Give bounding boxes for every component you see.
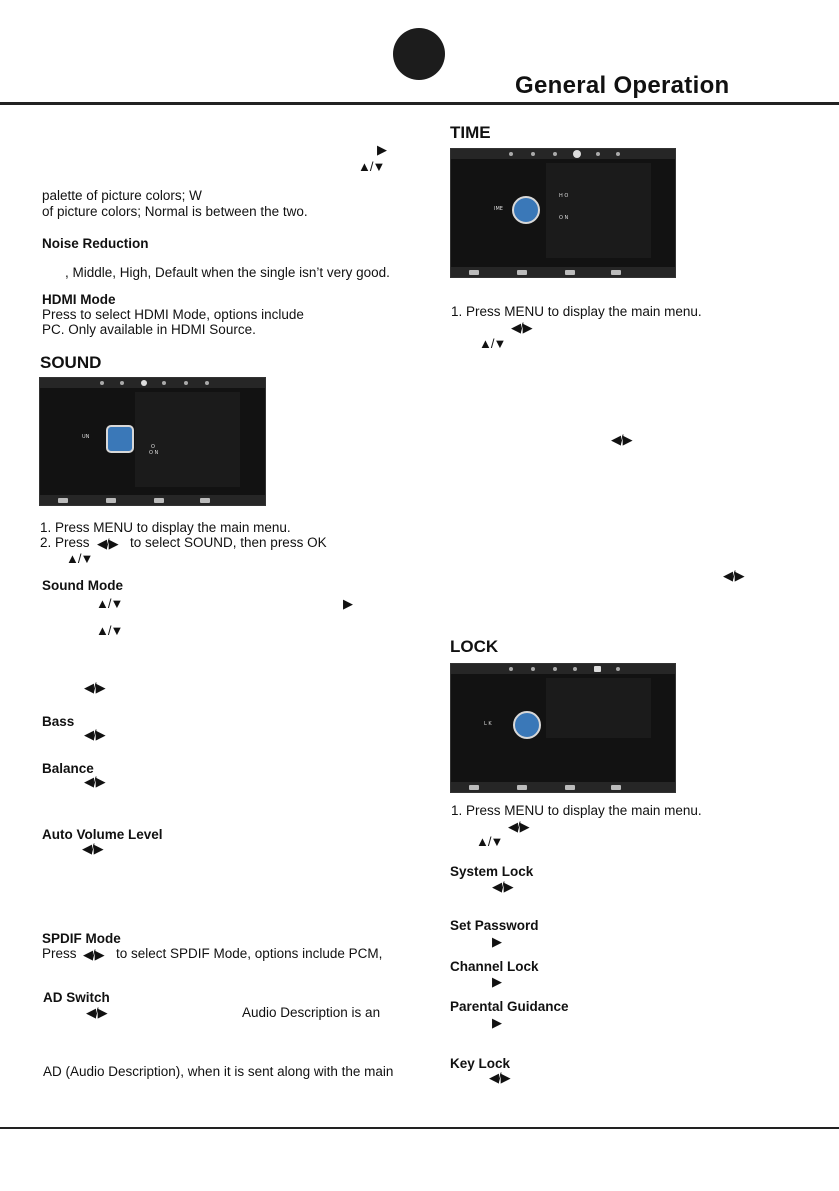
sound-step1: 1. Press MENU to display the main menu.: [40, 520, 291, 535]
time-heading: TIME: [450, 123, 491, 142]
spdif-mode-heading: SPDIF Mode: [42, 931, 121, 946]
spdif-arrows: ◀/▶: [83, 947, 104, 962]
lock-arrows2: ▲/▼: [476, 834, 503, 849]
picture-arrow-right: ▶: [377, 142, 386, 157]
sound-menu-screenshot: [39, 377, 266, 506]
auto-volume-arrows: ◀/▶: [82, 841, 103, 856]
hdmi-mode-line2: PC. Only available in HDMI Source.: [42, 322, 256, 337]
footer-rule: [0, 1127, 839, 1129]
spdif-suffix: to select SPDIF Mode, options include PCM,: [116, 946, 383, 961]
page-number-circle: [393, 28, 445, 80]
sound-mode-arrows3: ◀/▶: [84, 680, 105, 695]
clock-icon: [512, 196, 540, 224]
sound-step2-updown: ▲/▼: [66, 551, 93, 566]
key-lock-arrows: ◀/▶: [489, 1070, 510, 1085]
menu-bottom-bar: [40, 495, 265, 505]
picture-text-line3: palette of picture colors; W: [42, 188, 202, 203]
header-rule: [0, 102, 839, 105]
time-arrows3: ◀/▶: [611, 432, 632, 447]
ad-switch-heading: AD Switch: [43, 990, 110, 1005]
system-lock-heading: System Lock: [450, 864, 534, 879]
parental-guidance-arrow: ▶: [492, 1015, 501, 1030]
channel-lock-arrow: ▶: [492, 974, 501, 989]
ad-switch-arrows: ◀/▶: [86, 1005, 107, 1020]
lock-arrows1: ◀/▶: [508, 819, 529, 834]
balance-heading: Balance: [42, 761, 94, 776]
bass-heading: Bass: [42, 714, 75, 729]
sound-user-icon: [106, 425, 134, 453]
menu-panel: [546, 678, 651, 738]
menu-bottom-bar: [451, 782, 675, 792]
picture-text-line4: of picture colors; Normal is between the two.: [42, 204, 308, 219]
sound-screen-val1: O: [151, 444, 155, 450]
time-menu-screenshot: [450, 148, 676, 278]
noise-reduction-heading: Noise Reduction: [42, 236, 149, 251]
padlock-icon: [513, 711, 541, 739]
sound-step2-suffix: to select SOUND, then press OK: [130, 535, 327, 550]
ad-switch-text: Audio Description is an: [242, 1005, 381, 1020]
lock-screen-label: L K: [484, 721, 492, 727]
menu-top-bar: [40, 378, 265, 388]
time-screen-val2: O N: [559, 215, 569, 221]
menu-top-bar: [451, 664, 675, 674]
set-password-heading: Set Password: [450, 918, 539, 933]
balance-arrows: ◀/▶: [84, 774, 105, 789]
menu-panel: [135, 392, 240, 487]
bass-arrows: ◀/▶: [84, 727, 105, 742]
set-password-arrow: ▶: [492, 934, 501, 949]
menu-panel: [546, 163, 651, 258]
sound-step2-prefix: 2. Press: [40, 535, 90, 550]
time-screen-label: IME: [494, 206, 503, 212]
sound-step2-arrows: ◀/▶: [97, 536, 118, 551]
hdmi-mode-heading: HDMI Mode: [42, 292, 116, 307]
page-title: General Operation: [515, 72, 730, 99]
spdif-prefix: Press: [42, 946, 77, 961]
menu-bottom-bar: [451, 267, 675, 277]
key-lock-heading: Key Lock: [450, 1056, 511, 1071]
noise-reduction-text: , Middle, High, Default when the single isn’t very good.: [65, 265, 390, 280]
lock-step1: 1. Press MENU to display the main menu.: [451, 803, 702, 818]
time-arrows1: ◀/▶: [511, 320, 532, 335]
sound-mode-arrows1: ▲/▼: [96, 596, 123, 611]
ad-switch-bottom-text: AD (Audio Description), when it is sent along with the main: [43, 1064, 394, 1079]
sound-heading: SOUND: [40, 353, 102, 372]
time-arrows4: ◀/▶: [723, 568, 744, 583]
sound-mode-heading: Sound Mode: [42, 578, 123, 593]
time-screen-val1: H O: [559, 193, 569, 199]
sound-mode-arrows2: ▲/▼: [96, 623, 123, 638]
menu-top-bar: [451, 149, 675, 159]
channel-lock-heading: Channel Lock: [450, 959, 539, 974]
system-lock-arrows: ◀/▶: [492, 879, 513, 894]
time-arrows2: ▲/▼: [479, 336, 506, 351]
hdmi-mode-line1: Press to select HDMI Mode, options include: [42, 307, 304, 322]
sound-screen-label: UN: [82, 434, 90, 440]
parental-guidance-heading: Parental Guidance: [450, 999, 569, 1014]
time-step1: 1. Press MENU to display the main menu.: [451, 304, 702, 319]
picture-arrows-updown: ▲/▼: [358, 159, 385, 174]
auto-volume-heading: Auto Volume Level: [42, 827, 163, 842]
lock-menu-screenshot: [450, 663, 676, 793]
sound-mode-arrow-right: ▶: [343, 596, 352, 611]
lock-heading: LOCK: [450, 637, 499, 656]
sound-screen-val2: O N: [149, 450, 159, 456]
